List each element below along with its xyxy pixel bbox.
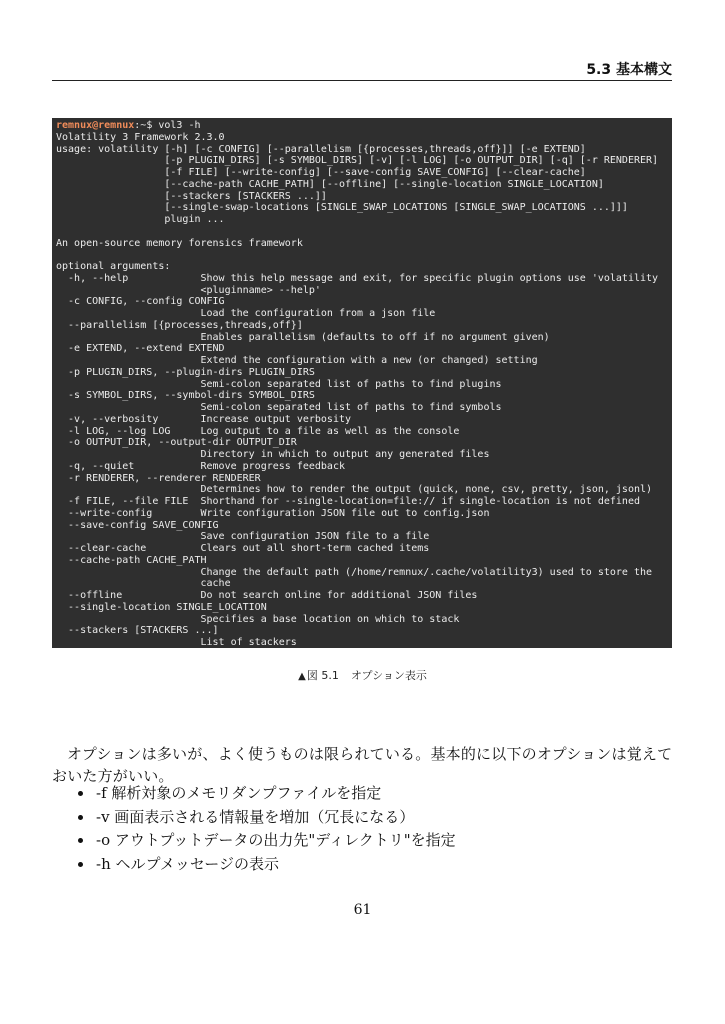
terminal-line: -e EXTEND, --extend EXTEND <box>56 343 225 355</box>
bullet-icon <box>78 791 83 796</box>
list-item <box>52 829 674 853</box>
terminal-line: Volatility 3 Framework 2.3.0 <box>56 131 225 143</box>
terminal-line: cache <box>56 578 231 590</box>
terminal-line: --write-config Write configuration JSON file out to config.json <box>56 507 490 519</box>
bullet-icon <box>78 862 83 867</box>
terminal-line: Load the configuration from a json file <box>56 308 436 319</box>
figure-caption <box>0 667 725 683</box>
running-header <box>52 62 672 81</box>
body-paragraph: オプションは多いが、よく使うものは限られている。基本的に以下のオプションは覚えておいた方がいい。 <box>52 745 673 785</box>
terminal-line: [--single-swap-locations [SINGLE_SWAP_LOCATIONS [SINGLE_SWAP_LOCATIONS ...]]] <box>56 202 628 214</box>
terminal-line: -l LOG, --log LOG Log output to a file as well as the console <box>56 425 460 437</box>
terminal-line: --offline Do not search online for additional JSON files <box>56 590 478 601</box>
figure-label: 図 5.1 <box>306 669 339 682</box>
terminal-line: Determines how to render the output (quick, none, csv, pretty, json, jsonl) <box>56 484 653 496</box>
terminal-line: Semi-colon separated list of paths to find plugins <box>56 378 502 390</box>
list-item <box>52 782 674 806</box>
terminal-output <box>52 118 672 648</box>
terminal-line: Enables parallelism (defaults to off if no argument given) <box>56 331 550 343</box>
list-item-text: -f 解析対象のメモリダンプファイルを指定 <box>96 784 382 802</box>
caption-text: オプション表示 <box>350 669 427 682</box>
terminal-line: Semi-colon separated list of paths to find symbols <box>56 402 502 413</box>
terminal-line: Directory in which to output any generated files <box>56 449 490 460</box>
terminal-line: <pluginname> --help' <box>56 284 321 296</box>
terminal-line: -f FILE, --file FILE Shorthand for --single-location=file:// if single-location is not defined <box>56 496 640 507</box>
terminal-line: -r RENDERER, --renderer RENDERER <box>56 472 261 484</box>
bullet-icon <box>78 838 83 843</box>
list-item <box>52 853 674 877</box>
terminal-line: An open-source memory forensics framework <box>56 237 303 249</box>
terminal-line: -o OUTPUT_DIR, --output-dir OUTPUT_DIR <box>56 437 297 449</box>
terminal-line: --single-location SINGLE_LOCATION <box>56 601 267 613</box>
terminal-line: Extend the configuration with a new (or changed) setting <box>56 355 538 366</box>
terminal-line: -c CONFIG, --config CONFIG <box>56 296 225 308</box>
terminal-line: -s SYMBOL_DIRS, --symbol-dirs SYMBOL_DIRS <box>56 390 315 402</box>
terminal-line: -p PLUGIN_DIRS, --plugin-dirs PLUGIN_DIRS <box>56 366 315 378</box>
prompt-user: remnux@remnux <box>56 120 135 131</box>
terminal-lines <box>56 132 658 648</box>
terminal-line: --save-config SAVE_CONFIG <box>56 519 219 531</box>
section-title: 5.3 基本構文 <box>586 62 672 78</box>
terminal-line: --stackers [STACKERS ...] <box>56 625 219 637</box>
terminal-line: [--cache-path CACHE_PATH] [--offline] [--single-location SINGLE_LOCATION] <box>56 178 604 190</box>
terminal-line: [--stackers [STACKERS ...]] <box>56 190 327 202</box>
terminal-line: plugin ... <box>56 214 225 225</box>
prompt-command: :~$ vol3 -h <box>134 120 201 131</box>
page-number: 61 <box>353 902 372 918</box>
option-list <box>52 782 674 876</box>
terminal-line: Specifies a base location on which to stack <box>56 613 460 625</box>
caption-marker-icon: ▲ <box>298 671 306 682</box>
list-item-text: -o アウトプットデータの出力先"ディレクトリ"を指定 <box>96 831 456 849</box>
terminal-line: -v, --verbosity Increase output verbosity <box>56 413 352 425</box>
terminal-line: [-f FILE] [--write-config] [--save-config SAVE_CONFIG] [--clear-cache] <box>56 167 586 178</box>
terminal-line: Save configuration JSON file to a file <box>56 531 430 543</box>
terminal-line: -q, --quiet Remove progress feedback <box>56 460 345 472</box>
list-item-text: -v 画面表示される情報量を増加（冗長になる） <box>96 807 415 826</box>
terminal-line: Change the default path (/home/remnux/.cache/volatility3) used to store the <box>56 566 653 578</box>
terminal-line: -h, --help Show this help message and exit, for specific plugin options use 'volatility <box>56 272 659 284</box>
terminal-line: usage: volatility [-h] [-c CONFIG] [--parallelism [{processes,threads,off}]] [-e EXTEND] <box>56 143 586 155</box>
terminal-line: --clear-cache Clears out all short-term cached items <box>56 543 430 554</box>
terminal-line: List of stackers <box>56 637 297 648</box>
list-item <box>52 806 674 830</box>
list-item-text: -h ヘルプメッセージの表示 <box>96 854 279 873</box>
terminal-line: --parallelism [{processes,threads,off}] <box>56 319 303 331</box>
bullet-icon <box>78 815 83 820</box>
terminal-line: [-p PLUGIN_DIRS] [-s SYMBOL_DIRS] [-v] [-l LOG] [-o OUTPUT_DIR] [-q] [-r RENDERER] <box>56 155 659 167</box>
terminal-line: optional arguments: <box>56 261 171 272</box>
terminal-line: --cache-path CACHE_PATH <box>56 554 207 566</box>
terminal-screenshot <box>52 118 672 648</box>
